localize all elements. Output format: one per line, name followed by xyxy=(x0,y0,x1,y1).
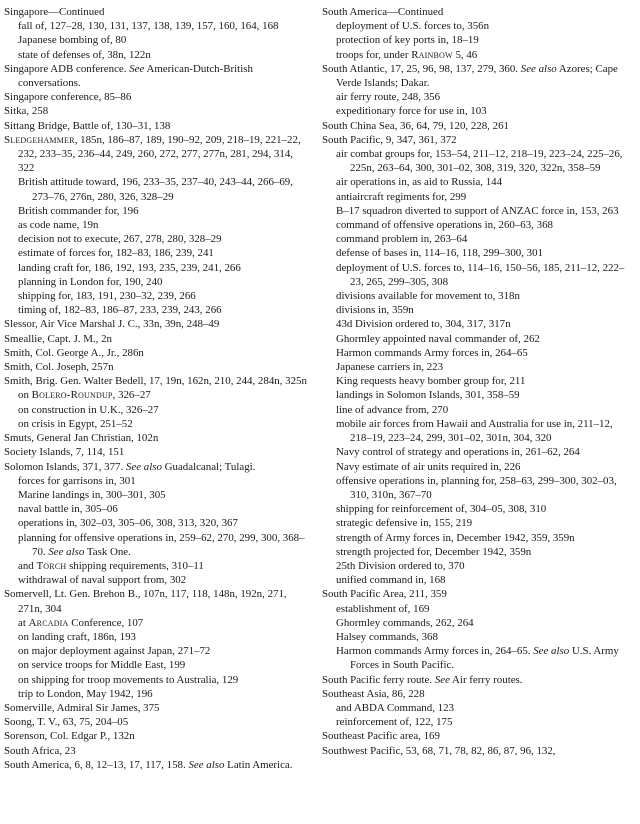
index-subentry xyxy=(4,644,308,658)
index-subentry xyxy=(322,417,636,445)
index-heading xyxy=(4,317,308,331)
index-text: Singapore conference, 85–86 xyxy=(4,91,132,104)
index-text: Navy control of strategy and operations in, 261–62, 264 xyxy=(336,446,580,459)
index-text: King requests heavy bomber group for, 211 xyxy=(336,375,526,388)
index-subentry xyxy=(322,332,636,346)
index-heading xyxy=(4,332,308,346)
index-heading xyxy=(322,673,636,687)
index-text: 25th Division ordered to, 370 xyxy=(336,559,465,572)
index-subentry xyxy=(322,48,636,62)
index-text: See also xyxy=(188,758,225,771)
index-text: timing of, 182–83, 186–87, 233, 239, 243, 266 xyxy=(18,304,222,317)
index-subentry xyxy=(4,630,308,644)
index-text: and xyxy=(18,559,37,572)
index-text: South Pacific Area, 211, 359 xyxy=(322,588,447,601)
index-text: Marine landings in, 300–301, 305 xyxy=(18,488,166,501)
index-text: Japanese carriers in, 223 xyxy=(336,361,444,374)
index-subentry xyxy=(322,19,636,33)
index-text: Smuts, General Jan Christian, 102n xyxy=(4,432,159,445)
index-heading xyxy=(322,729,636,743)
index-text: Harmon commands Army forces in, 264–65 xyxy=(336,346,528,359)
index-text: operations in, 302–03, 305–06, 308, 313, 320, 367 xyxy=(18,517,238,530)
index-heading xyxy=(4,62,308,90)
index-subentry xyxy=(4,289,308,303)
index-subentry xyxy=(322,317,636,331)
index-subentry xyxy=(322,516,636,530)
index-heading xyxy=(4,587,308,615)
index-text: South America—Continued xyxy=(322,6,444,18)
index-subentry xyxy=(4,403,308,417)
index-subentry xyxy=(4,175,308,203)
index-text: Slessor, Air Vice Marshal J. C., 33n, 39n, 248–49 xyxy=(4,318,220,331)
index-text: Southeast Pacific area, 169 xyxy=(322,730,440,743)
index-text: See xyxy=(434,673,450,686)
index-text: British commander for, 196 xyxy=(18,204,139,217)
index-text: offensive operations in, planning for, 258–63, 299–300, 302–03, 310, 310n, 367–70 xyxy=(336,474,617,501)
index-text: trip to London, May 1942, 196 xyxy=(18,687,153,700)
index-text: Somervell, Lt. Gen. Brehon B., 107n, 117, 118, 148n, 192n, 271, 271n, 304 xyxy=(4,588,287,615)
index-text: South Africa, 23 xyxy=(4,744,76,757)
index-text: and ABDA Command, 123 xyxy=(336,701,454,714)
index-text: Solomon Islands, 371, 377. xyxy=(4,460,126,473)
index-text: See also xyxy=(48,545,85,558)
index-text: landings in Solomon Islands, 301, 358–59 xyxy=(336,389,520,402)
index-subentry xyxy=(322,573,636,587)
index-text: strength of Army forces in, December 1942, 359, 359n xyxy=(336,531,575,544)
index-subentry xyxy=(322,701,636,715)
index-subentry xyxy=(322,33,636,47)
index-text: line of advance from, 270 xyxy=(336,403,449,416)
index-text: naval battle in, 305–06 xyxy=(18,503,118,516)
index-text: Task One. xyxy=(84,545,131,558)
index-subentry xyxy=(4,275,308,289)
index-text: strength projected for, December 1942, 359n xyxy=(336,545,532,558)
index-subentry xyxy=(4,303,308,317)
index-text: protection of key ports in, 18–19 xyxy=(336,34,479,47)
index-text: divisions in, 359n xyxy=(336,304,414,317)
index-heading xyxy=(4,431,308,445)
index-text: landing craft for, 186, 192, 193, 235, 239, 241, 266 xyxy=(18,261,241,274)
index-text: withdrawal of naval support from, 302 xyxy=(18,574,187,587)
index-heading xyxy=(322,133,636,147)
index-text: Japanese bombing of, 80 xyxy=(18,34,127,47)
index-subentry xyxy=(322,644,636,672)
index-text: Air ferry routes. xyxy=(449,673,523,686)
index-subentry xyxy=(4,573,308,587)
index-subentry xyxy=(322,360,636,374)
index-heading xyxy=(4,346,308,360)
index-subentry xyxy=(322,445,636,459)
index-subentry xyxy=(322,204,636,218)
index-subentry xyxy=(322,630,636,644)
index-subentry xyxy=(322,175,636,189)
index-text: as code name, 19n xyxy=(18,219,99,232)
index-heading xyxy=(4,701,308,715)
index-text: Bolero-Roundup xyxy=(31,389,113,402)
index-text: Sorenson, Col. Edgar P., 132n xyxy=(4,730,135,743)
index-subentry xyxy=(4,246,308,260)
index-text: See also xyxy=(125,460,162,473)
index-text: South Pacific, 9, 347, 361, 372 xyxy=(322,133,457,146)
index-text: U.S. Army Forces in South Pacific. xyxy=(350,645,619,672)
index-subentry xyxy=(322,346,636,360)
index-text: on crisis in Egypt, 251–52 xyxy=(18,417,133,430)
index-text: Smith, Brig. Gen. Walter Bedell, 17, 19n, 162n, 210, 244, 284n, 325n xyxy=(4,375,307,388)
index-text: South Atlantic, 17, 25, 96, 98, 137, 279, 360. xyxy=(322,62,521,75)
index-text: See xyxy=(129,62,145,75)
index-text: , 185n, 186–87, 189, 190–92, 209, 218–19, 221–22, 232, 233–35, 236–44, 249, 260, 272, 277, 277n, 281, 294, 314, 322 xyxy=(18,133,301,175)
index-text: Torch xyxy=(36,559,67,572)
index-subentry xyxy=(322,190,636,204)
index-subentry xyxy=(322,388,636,402)
index-subentry xyxy=(4,388,308,402)
index-text: Guadalcanal; Tulagi. xyxy=(161,460,256,473)
index-subentry xyxy=(4,658,308,672)
index-text: air operations in, as aid to Russia, 144 xyxy=(336,176,503,189)
index-heading xyxy=(4,729,308,743)
index-text: Southwest Pacific, 53, 68, 71, 78, 82, 86, 87, 96, 132, xyxy=(322,744,556,757)
index-text: expeditionary force for use in, 103 xyxy=(336,105,487,118)
index-text: Ghormley appointed naval commander of, 262 xyxy=(336,332,540,345)
index-text: troops for, under xyxy=(336,48,412,61)
index-text: Society Islands, 7, 114, 151 xyxy=(4,446,125,459)
index-text: command of offensive operations in, 260–63, 368 xyxy=(336,219,553,232)
index-text: British attitude toward, 196, 233–35, 237–40, 243–44, 266–69, 273–76, 276n, 280, 326, 328–29 xyxy=(18,176,293,203)
index-text: Sittang Bridge, Battle of, 130–31, 138 xyxy=(4,119,171,132)
index-subentry xyxy=(322,474,636,502)
index-subentry xyxy=(322,545,636,559)
index-subentry xyxy=(322,531,636,545)
index-text: Soong, T. V., 63, 75, 204–05 xyxy=(4,716,129,729)
index-heading xyxy=(4,744,308,758)
index-heading xyxy=(322,5,636,19)
index-heading xyxy=(322,119,636,133)
index-text: Smith, Col. George A., Jr., 286n xyxy=(4,346,144,359)
index-subentry xyxy=(322,218,636,232)
index-text: Sledgehammer xyxy=(4,133,75,146)
index-subentry xyxy=(322,403,636,417)
index-subentry xyxy=(322,246,636,260)
index-heading xyxy=(4,460,308,474)
index-heading xyxy=(322,62,636,90)
index-text: establishment of, 169 xyxy=(336,602,430,615)
index-subentry xyxy=(322,147,636,175)
index-text: Singapore ADB conference. xyxy=(4,62,130,75)
index-subentry xyxy=(4,687,308,701)
index-text: decision not to execute, 267, 278, 280, 328–29 xyxy=(18,233,222,246)
index-text: on service troops for Middle East, 199 xyxy=(18,659,186,672)
index-text: Latin America. xyxy=(224,758,293,771)
index-text: air combat groups for, 153–54, 211–12, 218–19, 223–24, 225–26, 225n, 263–64, 300, 301–02, 308, 319, 320, 322n, 358–59 xyxy=(336,148,623,175)
index-text: shipping requirements, 310–11 xyxy=(66,559,204,572)
index-text: Rainbow xyxy=(411,48,453,61)
index-text: unified command in, 168 xyxy=(336,574,446,587)
index-text: South Pacific ferry route. xyxy=(322,673,435,686)
index-text: command problem in, 263–64 xyxy=(336,233,468,246)
index-subentry xyxy=(4,218,308,232)
index-heading xyxy=(4,374,308,388)
index-text: Azores; Cape Verde Islands; Dakar. xyxy=(336,62,618,90)
index-heading xyxy=(322,687,636,701)
index-text: Smeallie, Capt. J. M., 2n xyxy=(4,332,112,345)
index-column-left xyxy=(4,5,308,772)
index-text: defense of bases in, 114–16, 118, 299–300, 301 xyxy=(336,247,543,260)
index-text: Southeast Asia, 86, 228 xyxy=(322,687,425,700)
index-text: deployment of U.S. forces to, 356n xyxy=(336,20,490,33)
index-column-right xyxy=(322,5,636,758)
index-text: Smith, Col. Joseph, 257n xyxy=(4,361,114,374)
index-subentry xyxy=(4,33,308,47)
index-subentry xyxy=(322,232,636,246)
index-heading xyxy=(4,758,308,772)
index-text: air ferry route, 248, 356 xyxy=(336,91,441,104)
index-text: South America, 6, 8, 12–13, 17, 117, 158. xyxy=(4,758,189,771)
index-subentry xyxy=(322,289,636,303)
index-subentry xyxy=(4,502,308,516)
index-subentry xyxy=(322,616,636,630)
index-text: Singapore—Continued xyxy=(4,6,105,18)
index-text: mobile air forces from Hawaii and Australia for use in, 211–12, 218–19, 223–24, 299, 301–02, 301n, 304, 320 xyxy=(336,417,613,445)
index-text: deployment of U.S. forces to, 114–16, 150–56, 185, 211–12, 222–23, 265, 299–305, 308 xyxy=(336,261,625,288)
index-subentry xyxy=(322,104,636,118)
index-text: American-Dutch-British conversations. xyxy=(18,62,253,90)
index-heading xyxy=(322,744,636,758)
index-heading xyxy=(4,5,308,19)
index-text: on construction in U.K., 326–27 xyxy=(18,403,159,416)
index-text: on xyxy=(18,389,32,402)
index-subentry xyxy=(4,673,308,687)
index-subentry xyxy=(322,502,636,516)
index-text: Navy estimate of air units required in, 226 xyxy=(336,460,521,473)
index-subentry xyxy=(322,602,636,616)
index-heading xyxy=(4,360,308,374)
index-subentry xyxy=(4,531,308,559)
index-text: Sitka, 258 xyxy=(4,105,49,118)
index-text: forces for garrisons in, 301 xyxy=(18,474,136,487)
index-text: Halsey commands, 368 xyxy=(336,630,438,643)
index-text: planning for offensive operations in, 259–62, 270, 299, 300, 368–70. xyxy=(18,531,305,558)
index-text: on major deployment against Japan, 271–72 xyxy=(18,645,211,658)
index-subentry xyxy=(4,48,308,62)
index-subentry xyxy=(4,261,308,275)
index-text: at xyxy=(18,616,29,629)
index-text: shipping for, 183, 191, 230–32, 239, 266 xyxy=(18,290,196,303)
index-text: on shipping for troop movements to Australia, 129 xyxy=(18,673,239,686)
index-subentry xyxy=(4,204,308,218)
index-text: Somerville, Admiral Sir James, 375 xyxy=(4,701,160,714)
index-heading xyxy=(4,90,308,104)
index-subentry xyxy=(4,516,308,530)
index-heading xyxy=(4,119,308,133)
index-text: Harmon commands Army forces in, 264–65. xyxy=(336,645,534,658)
index-text: See also xyxy=(520,62,557,75)
index-text: B–17 squadron diverted to support of ANZAC force in, 153, 263 xyxy=(336,204,619,217)
index-subentry xyxy=(4,417,308,431)
index-heading xyxy=(322,587,636,601)
index-text: reinforcement of, 122, 175 xyxy=(336,716,453,729)
index-text: 43d Division ordered to, 304, 317, 317n xyxy=(336,318,511,331)
index-subentry xyxy=(322,460,636,474)
index-subentry xyxy=(322,303,636,317)
index-heading xyxy=(4,715,308,729)
index-subentry xyxy=(4,616,308,630)
index-subentry xyxy=(322,559,636,573)
index-subentry xyxy=(322,261,636,289)
index-text: Conference, 107 xyxy=(68,616,144,629)
index-subentry xyxy=(4,232,308,246)
index-heading xyxy=(4,133,308,176)
index-text: on landing craft, 186n, 193 xyxy=(18,630,136,643)
index-heading xyxy=(4,104,308,118)
index-text: 5, 46 xyxy=(452,48,478,61)
index-text: planning in London for, 190, 240 xyxy=(18,275,163,288)
index-text: shipping for reinforcement of, 304–05, 308, 310 xyxy=(336,503,547,516)
index-subentry xyxy=(322,90,636,104)
index-subentry xyxy=(4,488,308,502)
index-text: , 326–27 xyxy=(112,389,151,402)
index-subentry xyxy=(4,474,308,488)
index-text: estimate of forces for, 182–83, 186, 239, 241 xyxy=(18,247,214,260)
index-text: fall of, 127–28, 130, 131, 137, 138, 139, 157, 160, 164, 168 xyxy=(18,20,279,33)
index-text: state of defenses of, 38n, 122n xyxy=(18,48,151,61)
index-subentry xyxy=(322,374,636,388)
index-text: strategic defensive in, 155, 219 xyxy=(336,517,473,530)
index-subentry xyxy=(4,559,308,573)
index-text: antiaircraft regiments for, 299 xyxy=(336,190,467,203)
index-heading xyxy=(4,445,308,459)
index-text: divisions available for movement to, 318n xyxy=(336,290,520,303)
index-text: South China Sea, 36, 64, 79, 120, 228, 261 xyxy=(322,119,509,132)
index-subentry xyxy=(322,715,636,729)
index-subentry xyxy=(4,19,308,33)
index-text: See also xyxy=(533,645,570,658)
index-text: Ghormley commands, 262, 264 xyxy=(336,616,474,629)
index-text: Arcadia xyxy=(28,616,69,629)
